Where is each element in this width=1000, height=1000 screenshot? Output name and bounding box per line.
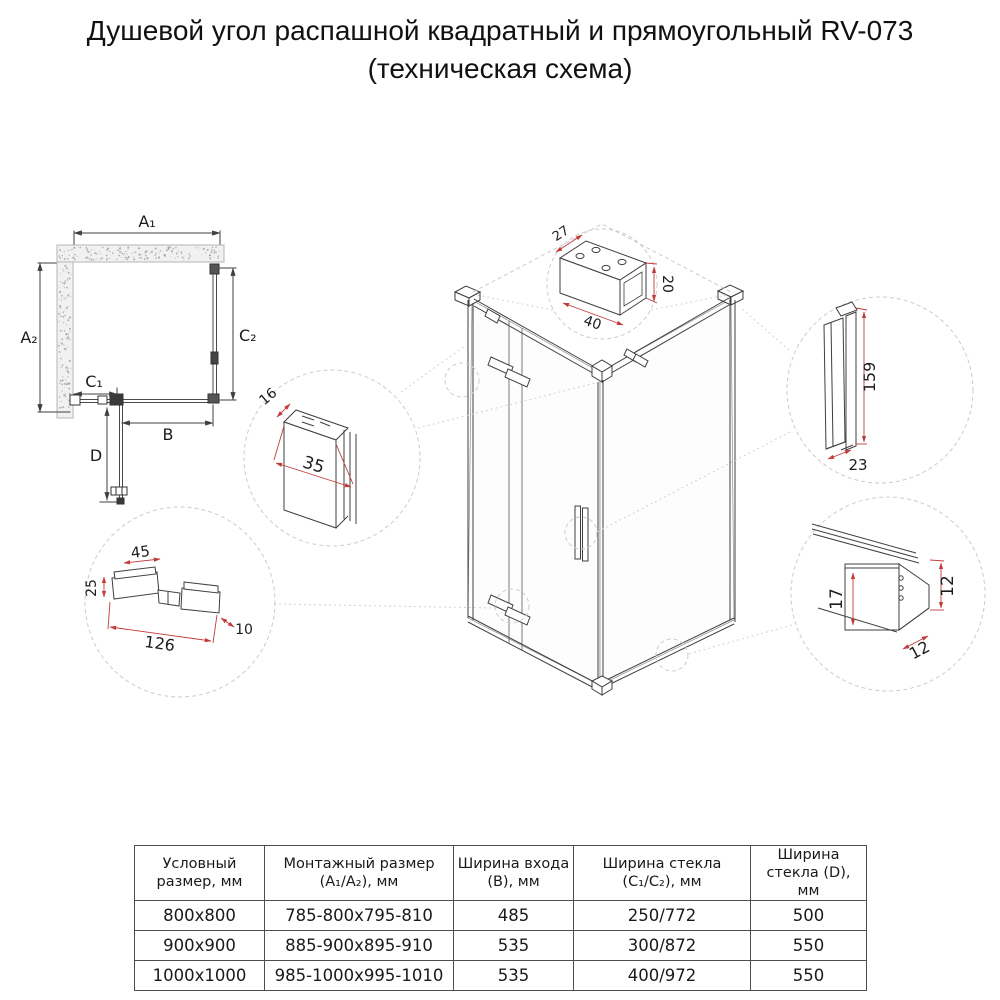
bottom-profile-dim-depth: 12 [905,636,933,664]
table-row [135,961,867,991]
col-header-entry-width: Ширина входа (B), мм [454,846,574,901]
table-header-row [135,846,867,901]
cell-glass-d: 500 [751,901,867,931]
cell-nominal: 1000x1000 [135,961,265,991]
label-b: B [162,425,174,444]
col-header-nominal-size: Условный размер, мм [135,846,265,901]
cell-mount: 985-1000x995-1010 [265,961,454,991]
cell-glass-c: 250/772 [574,901,751,931]
label-c1: C₁ [85,372,103,391]
label-a2: A₂ [20,328,38,347]
bottom-profile-body [812,524,929,632]
hinge-dim-top: 45 [129,541,151,563]
callout-circle [787,297,973,483]
label-d: D [89,446,103,465]
wall-texture-dots [58,246,220,413]
wall-profile-dim-top: 16 [256,385,281,409]
bracket-body [560,241,646,315]
cell-glass-d: 550 [751,961,867,991]
cell-glass-c: 400/972 [574,961,751,991]
size-table [134,845,867,991]
label-a1: A₁ [138,212,156,231]
cell-mount: 785-800x795-810 [265,901,454,931]
bottom-profile-dim-inner: 17 [827,588,847,610]
cell-nominal: 800x800 [135,901,265,931]
glass-right-wall [600,299,734,685]
label-c2: C₂ [239,326,257,345]
title-line1: Душевой угол распашной квадратный и прямоугольный RV-073 [86,15,914,46]
cell-glass-c: 300/872 [574,931,751,961]
handle-profile-body [824,302,857,450]
col-header-mount-size: Монтажный размер (A₁/A₂), мм [265,846,454,901]
cell-entry: 535 [454,931,574,961]
hinge-dim-length: 126 [143,632,177,656]
cell-nominal: 900x900 [135,931,265,961]
callout-hinge [84,507,275,697]
bracket-dim-height: 20 [659,275,675,293]
callout-circle [85,507,275,697]
bottom-profile-dim-height: 12 [938,575,958,597]
hinge-body [112,567,220,613]
plan-view [20,212,256,504]
bracket-dim-depth: 27 [550,223,573,245]
bracket-dim-width: 40 [581,312,604,334]
table-row [135,931,867,961]
hinge-dim-height: 25 [84,579,100,597]
glass-left-wall [468,300,600,685]
callout-wall-bracket [547,223,675,339]
callout-handle-profile [787,297,973,483]
hinge-dim-depth: 10 [235,622,253,638]
cell-glass-d: 550 [751,931,867,961]
door-handle-back [583,508,589,561]
callout-wall-profile [244,370,420,546]
col-header-glass-d-width: Ширина стекла (D), мм [751,846,867,901]
wall-profile-dim-face: 35 [300,452,327,478]
cell-entry: 485 [454,901,574,931]
cell-mount: 885-900x895-910 [265,931,454,961]
col-header-glass-c-width: Ширина стекла (C₁/C₂), мм [574,846,751,901]
table-row [135,901,867,931]
callout-bottom-profile [791,497,985,691]
handle-dim-depth: 23 [848,456,868,474]
title-line2: (техническая схема) [367,52,633,84]
cell-entry: 535 [454,961,574,991]
door-handle-front [575,506,581,559]
isometric-view [274,224,792,695]
handle-dim-length: 159 [860,361,879,393]
plan-wall-top [57,245,224,262]
